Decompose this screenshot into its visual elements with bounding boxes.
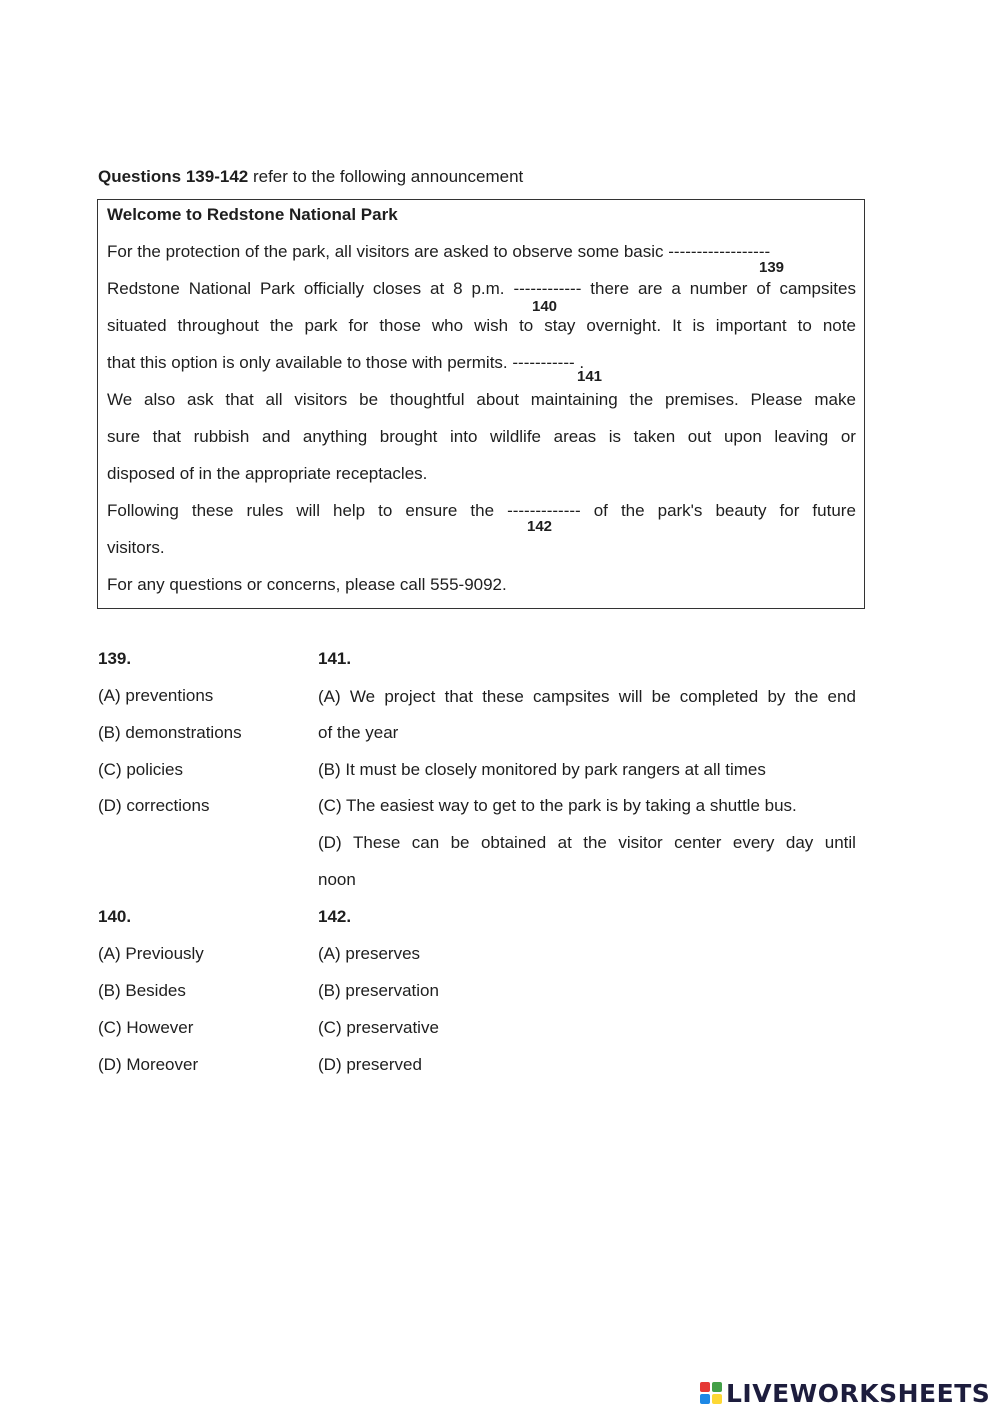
word: that: [225, 390, 254, 409]
logo-square-blue: [700, 1394, 710, 1404]
option-141-d[interactable]: [318, 832, 856, 854]
word: of: [756, 279, 771, 298]
word: Please: [750, 390, 803, 409]
logo-square-green: [712, 1382, 722, 1392]
word: center: [674, 833, 722, 852]
word: a: [671, 279, 681, 298]
word: throughout: [177, 316, 259, 335]
word: taken: [633, 427, 676, 446]
word: We: [107, 390, 133, 409]
option-140-c[interactable]: (C) However: [98, 1018, 194, 1037]
word: We: [349, 687, 376, 706]
word: important: [715, 316, 787, 335]
option-142-d[interactable]: (D) preserved: [318, 1055, 422, 1074]
word: about: [476, 390, 519, 409]
word: there: [590, 279, 630, 298]
word: obtained: [480, 833, 547, 852]
word: by: [767, 687, 786, 706]
word: completed: [679, 687, 759, 706]
word: leaving: [774, 427, 829, 446]
logo-square-red: [700, 1382, 710, 1392]
word: will: [618, 687, 643, 706]
word: upon: [723, 427, 762, 446]
word: make: [814, 390, 856, 409]
word: wish: [474, 316, 509, 335]
word: sure: [107, 427, 141, 446]
word: Redstone: [107, 279, 180, 298]
word: wildlife: [490, 427, 542, 446]
option-142-a[interactable]: (A) preserves: [318, 944, 421, 963]
blank-number-139: 139: [759, 259, 785, 276]
logo-square-yellow: [712, 1394, 722, 1404]
question-141-label: 141.: [318, 649, 352, 668]
word: at: [557, 833, 572, 852]
questions-intro: [98, 166, 523, 188]
option-141-a[interactable]: [318, 686, 856, 708]
word: will: [296, 501, 320, 520]
announcement-line-2: [107, 278, 856, 300]
word: 8: [453, 279, 463, 298]
announcement-title: Welcome to Redstone National Park: [107, 205, 398, 224]
word: situated: [107, 316, 167, 335]
word: every: [732, 833, 775, 852]
option-139-d[interactable]: (D) corrections: [98, 796, 210, 815]
blank-number-141: 141: [577, 368, 603, 385]
announcement-line-4: that this option is only available to those with permits. ----------- .: [107, 353, 585, 372]
word: or: [840, 427, 856, 446]
question-140-label: 140.: [98, 907, 132, 926]
word: the: [629, 390, 654, 409]
word: are: [637, 279, 663, 298]
announcement-line-6: [107, 426, 856, 448]
announcement-line-5: [107, 389, 856, 411]
word: park's: [657, 501, 703, 520]
word: the: [583, 833, 607, 852]
question-139-label: 139.: [98, 649, 132, 668]
word: future: [812, 501, 856, 520]
option-141-d-continued[interactable]: noon: [318, 870, 356, 889]
word: park: [304, 316, 338, 335]
word: these: [191, 501, 234, 520]
word: can: [411, 833, 440, 852]
word: the: [470, 501, 495, 520]
word: note: [822, 316, 856, 335]
blank-number-140: 140: [532, 298, 558, 315]
word: National: [188, 279, 252, 298]
announcement-line-9: visitors.: [107, 538, 165, 557]
option-140-a[interactable]: (A) Previously: [98, 944, 204, 963]
word: thoughtful: [389, 390, 465, 409]
word: that: [444, 687, 473, 706]
word: (A): [318, 687, 341, 706]
word: the: [620, 501, 645, 520]
word: at: [430, 279, 445, 298]
option-141-a-continued[interactable]: of the year: [318, 723, 399, 742]
word: that: [152, 427, 182, 446]
questions-range: Questions 139-142: [98, 167, 249, 186]
word: overnight.: [586, 316, 662, 335]
blank-number-142: 142: [527, 518, 553, 535]
word: -------------: [507, 501, 581, 520]
announcement-line-3: [107, 315, 856, 337]
word: areas: [553, 427, 597, 446]
word: for: [779, 501, 800, 520]
question-142-label: 142.: [318, 907, 352, 926]
announcement-line-8: [107, 500, 856, 522]
option-139-a[interactable]: (A) preventions: [98, 686, 214, 705]
word: p.m.: [471, 279, 505, 298]
word: (D): [318, 833, 342, 852]
word: the: [794, 687, 819, 706]
word: day: [785, 833, 814, 852]
word: be: [450, 833, 470, 852]
word: number: [689, 279, 748, 298]
word: ask: [187, 390, 214, 409]
word: to: [519, 316, 534, 335]
option-142-b[interactable]: (B) preservation: [318, 981, 439, 1000]
option-140-b[interactable]: (B) Besides: [98, 981, 186, 1000]
announcement-line-1: For the protection of the park, all visitors are asked to observe some basic ------------------: [107, 242, 771, 261]
word: is: [692, 316, 705, 335]
option-141-b[interactable]: (B) It must be closely monitored by park rangers at all times: [318, 760, 766, 779]
word: the: [269, 316, 294, 335]
word: for: [348, 316, 369, 335]
announcement-line-7: disposed of in the appropriate receptacles.: [107, 464, 428, 483]
word: until: [824, 833, 856, 852]
word: and: [261, 427, 291, 446]
word: ------------: [513, 279, 582, 298]
word: also: [144, 390, 176, 409]
word: It: [672, 316, 682, 335]
word: to: [797, 316, 812, 335]
word: Following: [107, 501, 179, 520]
word: help: [333, 501, 366, 520]
word: those: [379, 316, 421, 335]
word: campsites: [779, 279, 856, 298]
option-140-d[interactable]: (D) Moreover: [98, 1055, 199, 1074]
word: of: [593, 501, 608, 520]
word: maintaining: [530, 390, 618, 409]
word: all: [265, 390, 283, 409]
word: premises.: [665, 390, 739, 409]
option-141-c[interactable]: (C) The easiest way to get to the park is by taking a shuttle bus.: [318, 796, 797, 815]
word: visitors: [294, 390, 348, 409]
option-142-c[interactable]: (C) preservative: [318, 1018, 439, 1037]
liveworksheets-logo-icon: [700, 1382, 722, 1404]
announcement-line-10: For any questions or concerns, please call 555-9092.: [107, 575, 507, 594]
word: be: [359, 390, 379, 409]
word: out: [687, 427, 712, 446]
word: anything: [302, 427, 368, 446]
word: project: [384, 687, 436, 706]
intro-text: refer to the following announcement: [248, 167, 524, 186]
word: who: [431, 316, 464, 335]
word: ensure: [405, 501, 458, 520]
word: closes: [372, 279, 422, 298]
word: is: [608, 427, 621, 446]
word: rules: [246, 501, 284, 520]
word: rubbish: [193, 427, 250, 446]
word: beauty: [715, 501, 767, 520]
word: to: [378, 501, 393, 520]
word: campsites: [533, 687, 610, 706]
word: brought: [379, 427, 438, 446]
word: be: [651, 687, 671, 706]
word: end: [827, 687, 856, 706]
option-139-b[interactable]: (B) demonstrations: [98, 723, 242, 742]
logo-text: LIVEWORKSHEETS: [726, 1378, 991, 1408]
word: stay: [544, 316, 576, 335]
word: into: [450, 427, 478, 446]
option-139-c[interactable]: (C) policies: [98, 760, 184, 779]
word: officially: [303, 279, 364, 298]
word: Park: [259, 279, 295, 298]
liveworksheets-logo[interactable]: [700, 1378, 990, 1408]
word: these: [482, 687, 524, 706]
word: visitor: [618, 833, 663, 852]
word: These: [353, 833, 401, 852]
